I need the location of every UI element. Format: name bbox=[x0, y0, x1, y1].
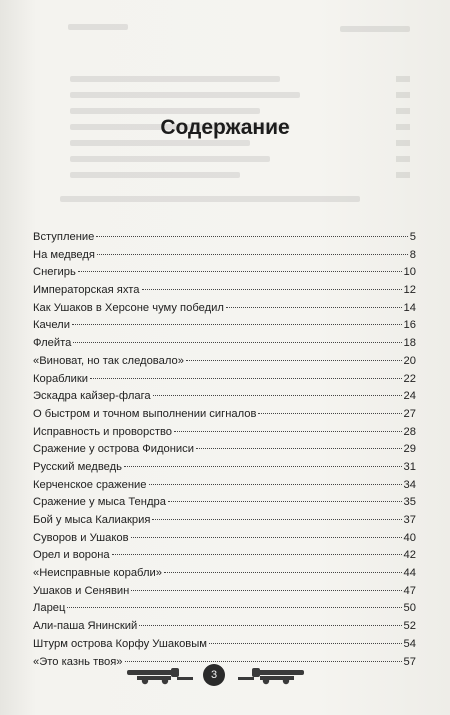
toc-entry-title: Флейта bbox=[33, 337, 72, 350]
table-of-contents bbox=[33, 231, 416, 673]
toc-entry bbox=[33, 585, 416, 603]
toc-entry-title: О быстром и точном выполнении сигналов bbox=[33, 407, 257, 420]
toc-entry bbox=[33, 319, 416, 337]
toc-entry-title: Ушаков и Сенявин bbox=[33, 584, 130, 597]
toc-entry-title: Эскадра кайзер-флага bbox=[33, 390, 151, 403]
toc-entry bbox=[33, 337, 416, 355]
dot-leader bbox=[112, 554, 402, 555]
dot-leader bbox=[139, 625, 401, 626]
toc-entry bbox=[33, 443, 416, 461]
toc-entry-title: Сражение у острова Фидониси bbox=[33, 443, 194, 456]
toc-entry-title: Императорская яхта bbox=[33, 284, 140, 297]
toc-entry-page-number: 22 bbox=[403, 372, 416, 385]
toc-entry-title: Исправность и проворство bbox=[33, 425, 173, 438]
toc-entry-page-number: 10 bbox=[403, 266, 416, 279]
toc-entry bbox=[33, 426, 416, 444]
dot-leader bbox=[131, 590, 401, 591]
toc-entry bbox=[33, 602, 416, 620]
dot-leader bbox=[96, 236, 407, 237]
toc-entry-page-number: 20 bbox=[403, 354, 416, 367]
dot-leader bbox=[152, 519, 401, 520]
toc-entry-page-number: 12 bbox=[403, 284, 416, 297]
dot-leader bbox=[258, 413, 401, 414]
toc-entry-page-number: 35 bbox=[403, 496, 416, 509]
page-title: Содержание bbox=[160, 116, 290, 139]
dot-leader bbox=[209, 643, 402, 644]
dot-leader bbox=[196, 448, 402, 449]
toc-entry-page-number: 29 bbox=[403, 443, 416, 456]
toc-entry-title: Русский медведь bbox=[33, 460, 122, 473]
toc-entry-title: Как Ушаков в Херсоне чуму победил bbox=[33, 301, 224, 314]
dot-leader bbox=[78, 271, 402, 272]
toc-entry-page-number: 52 bbox=[403, 620, 416, 633]
toc-entry bbox=[33, 496, 416, 514]
cannon-icon bbox=[127, 667, 195, 685]
toc-entry bbox=[33, 549, 416, 567]
toc-entry-page-number: 54 bbox=[403, 637, 416, 650]
toc-entry-title: «Виноват, но так следовало» bbox=[33, 354, 184, 367]
toc-entry-title: Орел и ворона bbox=[33, 549, 110, 562]
toc-entry-page-number: 16 bbox=[403, 319, 416, 332]
toc-entry bbox=[33, 620, 416, 638]
toc-entry bbox=[33, 638, 416, 656]
toc-entry bbox=[33, 514, 416, 532]
dot-leader bbox=[90, 378, 402, 379]
bleed-through-text bbox=[40, 0, 440, 200]
toc-entry-page-number: 27 bbox=[403, 407, 416, 420]
toc-entry bbox=[33, 479, 416, 497]
toc-entry bbox=[33, 373, 416, 391]
toc-entry bbox=[33, 390, 416, 408]
toc-entry-title: Али-паша Янинский bbox=[33, 620, 138, 633]
toc-entry-title: Суворов и Ушаков bbox=[33, 531, 129, 544]
toc-entry bbox=[33, 532, 416, 550]
toc-entry-title: Качели bbox=[33, 319, 70, 332]
dot-leader bbox=[153, 395, 402, 396]
toc-entry-title: Керченское сражение bbox=[33, 478, 147, 491]
toc-entry bbox=[33, 302, 416, 320]
toc-entry-page-number: 37 bbox=[403, 514, 416, 526]
toc-entry-title: Кораблики bbox=[33, 372, 89, 385]
dot-leader bbox=[124, 466, 402, 467]
toc-entry-title: Вступление bbox=[33, 231, 95, 243]
toc-entry-title: «Неисправные корабли» bbox=[33, 567, 162, 580]
toc-entry-title: Снегирь bbox=[33, 266, 76, 279]
toc-entry-title: «Это казнь твоя» bbox=[33, 655, 123, 668]
dot-leader bbox=[97, 254, 408, 255]
toc-entry-page-number: 50 bbox=[403, 602, 416, 615]
toc-entry bbox=[33, 461, 416, 479]
dot-leader bbox=[164, 572, 402, 573]
toc-entry-title: Ларец bbox=[33, 602, 66, 615]
toc-entry bbox=[33, 266, 416, 284]
toc-entry-page-number: 31 bbox=[403, 460, 416, 473]
dot-leader bbox=[142, 289, 402, 290]
toc-entry-page-number: 24 bbox=[403, 390, 416, 403]
toc-entry-title: Сражение у мыса Тендра bbox=[33, 496, 166, 509]
dot-leader bbox=[149, 484, 402, 485]
dot-leader bbox=[168, 501, 402, 502]
toc-entry-title: На медведя bbox=[33, 248, 95, 261]
toc-entry-page-number: 5 bbox=[409, 231, 416, 243]
toc-entry bbox=[33, 249, 416, 267]
toc-entry-page-number: 47 bbox=[403, 584, 416, 597]
toc-entry-page-number: 34 bbox=[403, 478, 416, 491]
toc-entry-page-number: 57 bbox=[403, 655, 416, 668]
toc-entry-page-number: 18 bbox=[403, 337, 416, 350]
toc-entry bbox=[33, 284, 416, 302]
toc-entry bbox=[33, 567, 416, 585]
toc-entry bbox=[33, 408, 416, 426]
dot-leader bbox=[67, 607, 401, 608]
toc-entry-page-number: 8 bbox=[409, 248, 416, 261]
cannon-icon bbox=[236, 667, 304, 685]
dot-leader bbox=[131, 537, 402, 538]
dot-leader bbox=[72, 324, 402, 325]
page-footer bbox=[0, 662, 450, 692]
toc-entry-title: Штурм острова Корфу Ушаковым bbox=[33, 637, 207, 650]
toc-entry-page-number: 44 bbox=[403, 567, 416, 580]
dot-leader bbox=[174, 431, 402, 432]
dot-leader bbox=[186, 360, 402, 361]
toc-entry-page-number: 40 bbox=[403, 531, 416, 544]
page-number-badge: 3 bbox=[203, 664, 225, 686]
dot-leader bbox=[226, 307, 402, 308]
toc-entry bbox=[33, 355, 416, 373]
toc-entry-page-number: 28 bbox=[403, 425, 416, 438]
toc-entry-page-number: 42 bbox=[403, 549, 416, 562]
toc-entry-page-number: 14 bbox=[403, 301, 416, 314]
toc-entry-title: Бой у мыса Калиакрия bbox=[33, 514, 151, 526]
dot-leader bbox=[73, 342, 401, 343]
toc-entry bbox=[33, 231, 416, 249]
